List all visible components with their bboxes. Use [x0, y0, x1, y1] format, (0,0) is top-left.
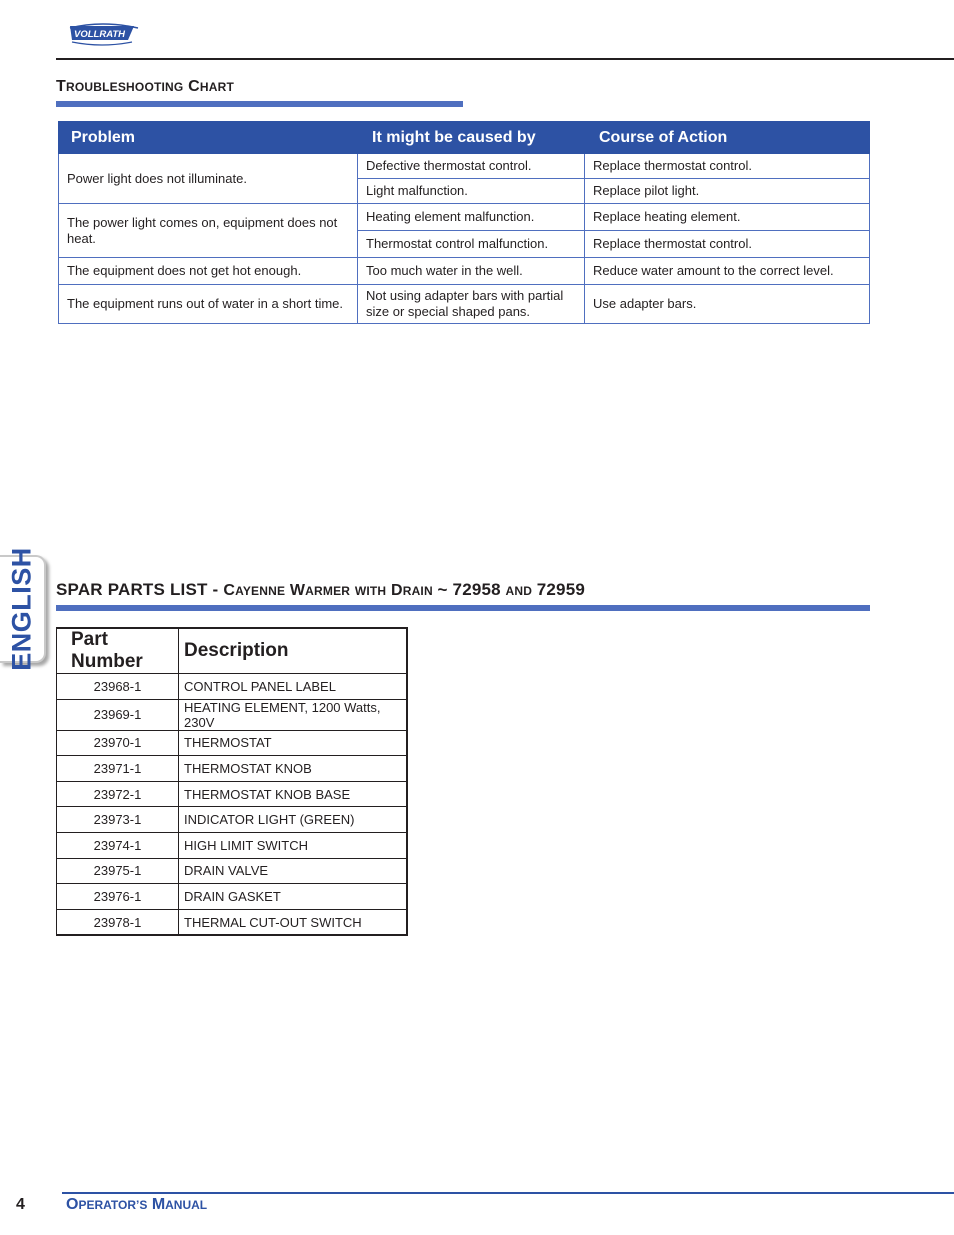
description-cell: DRAIN VALVE: [179, 858, 407, 884]
column-header-description: Description: [179, 628, 407, 674]
table-row: [57, 781, 407, 807]
language-tab-label: ENGLISH: [6, 547, 37, 671]
footer-title: OPERATOR’S MANUAL: [66, 1196, 208, 1213]
cause-cell: Thermostat control malfunction.: [358, 231, 585, 258]
footer-rule: [62, 1192, 954, 1194]
table-row: [57, 807, 407, 833]
parts-list-heading: SPAR PARTS LIST - CAYENNE WARMER WITH DRAIN ~ 72958 AND 72959: [56, 580, 586, 599]
description-cell: INDICATOR LIGHT (GREEN): [179, 807, 407, 833]
table-row: [57, 884, 407, 910]
table-row: [57, 858, 407, 884]
description-cell: HIGH LIMIT SWITCH: [179, 832, 407, 858]
action-cell: Replace thermostat control.: [585, 231, 870, 258]
part-number-cell: 23971-1: [57, 756, 179, 782]
description-cell: THERMOSTAT: [179, 730, 407, 756]
table-header-row: [57, 628, 407, 674]
part-number-cell: 23970-1: [57, 730, 179, 756]
part-number-cell: 23976-1: [57, 884, 179, 910]
part-number-cell: 23974-1: [57, 832, 179, 858]
cause-cell: Too much water in the well.: [358, 258, 585, 285]
action-cell: Use adapter bars.: [585, 285, 870, 324]
description-cell: DRAIN GASKET: [179, 884, 407, 910]
vollrath-logo: [68, 22, 142, 46]
action-cell: Reduce water amount to the correct level.: [585, 258, 870, 285]
column-header-cause: It might be caused by: [358, 122, 585, 154]
cause-cell: Heating element malfunction.: [358, 204, 585, 231]
parts-list-underline: [56, 605, 870, 611]
column-header-action: Course of Action: [585, 122, 870, 154]
troubleshooting-underline: [56, 101, 463, 107]
cause-cell: Defective thermostat control.: [358, 154, 585, 179]
troubleshooting-heading: TROUBLESHOOTING CHART: [56, 78, 235, 95]
table-row: [59, 154, 870, 179]
part-number-cell: 23968-1: [57, 674, 179, 700]
table-row: [59, 204, 870, 231]
part-number-cell: 23969-1: [57, 699, 179, 730]
part-number-cell: 23978-1: [57, 909, 179, 935]
action-cell: Replace pilot light.: [585, 179, 870, 204]
part-number-cell: 23973-1: [57, 807, 179, 833]
problem-cell: The equipment runs out of water in a short time.: [59, 285, 358, 324]
description-cell: HEATING ELEMENT, 1200 Watts, 230V: [179, 699, 407, 730]
action-cell: Replace thermostat control.: [585, 154, 870, 179]
description-cell: THERMOSTAT KNOB BASE: [179, 781, 407, 807]
table-row: [59, 258, 870, 285]
table-row: [57, 674, 407, 700]
table-row: [57, 756, 407, 782]
table-row: [57, 730, 407, 756]
language-tab: [0, 547, 46, 671]
troubleshooting-table: [58, 121, 870, 324]
problem-cell: The equipment does not get hot enough.: [59, 258, 358, 285]
cause-cell: Light malfunction.: [358, 179, 585, 204]
description-cell: THERMAL CUT-OUT SWITCH: [179, 909, 407, 935]
description-cell: THERMOSTAT KNOB: [179, 756, 407, 782]
table-row: [59, 285, 870, 324]
part-number-cell: 23972-1: [57, 781, 179, 807]
table-row: [57, 832, 407, 858]
part-number-cell: 23975-1: [57, 858, 179, 884]
parts-table: [56, 627, 408, 936]
column-header-part-number: Part Number: [57, 628, 179, 674]
header-rule: [56, 58, 954, 60]
problem-cell: The power light comes on, equipment does not heat.: [59, 204, 358, 258]
description-cell: CONTROL PANEL LABEL: [179, 674, 407, 700]
table-header-row: [59, 122, 870, 154]
page-number: 4: [16, 1196, 25, 1213]
problem-cell: Power light does not illuminate.: [59, 154, 358, 204]
action-cell: Replace heating element.: [585, 204, 870, 231]
svg-text:VOLLRATH: VOLLRATH: [74, 29, 126, 40]
table-row: [57, 699, 407, 730]
cause-cell: Not using adapter bars with partial size or special shaped pans.: [358, 285, 585, 324]
column-header-problem: Problem: [59, 122, 358, 154]
table-row: [57, 909, 407, 935]
